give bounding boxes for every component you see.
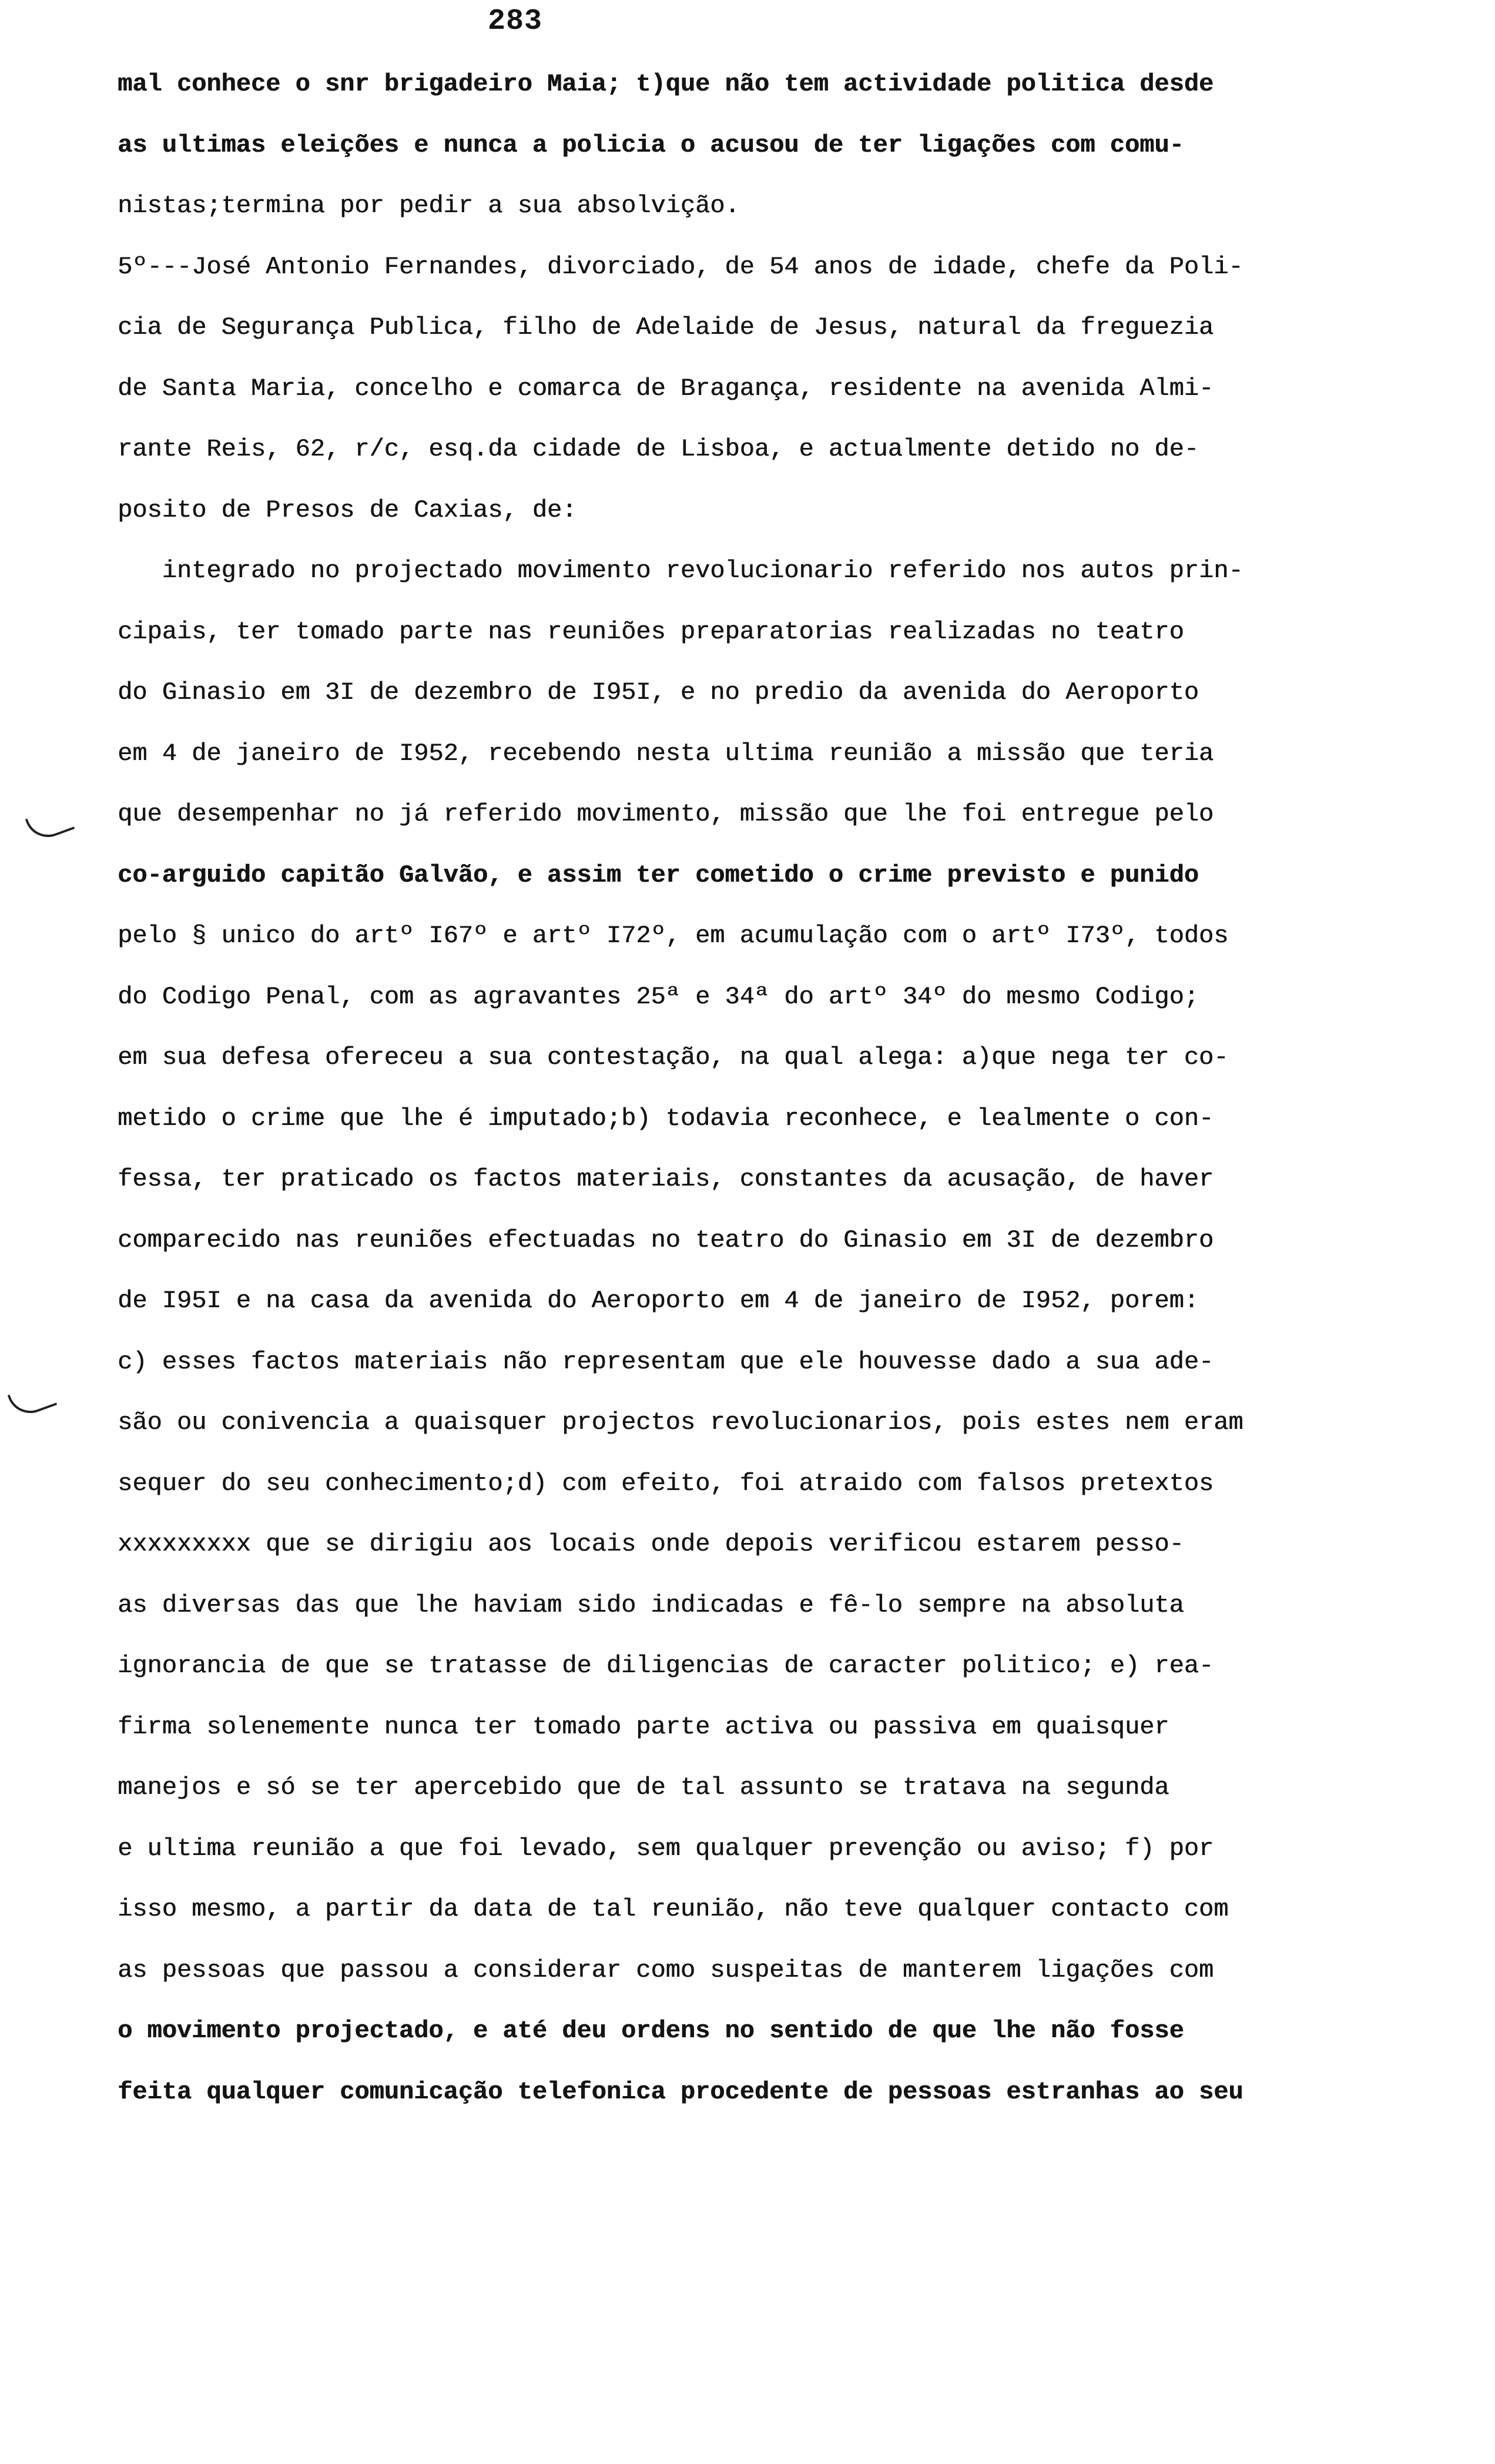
text-line: metido o crime que lhe é imputado;b) todavia reconhece, e lealmente o con- [118, 1104, 1214, 1133]
text-line: do Codigo Penal, com as agravantes 25ª e 34ª do artº 34º do mesmo Codigo; [118, 982, 1199, 1011]
text-line: cipais, ter tomado parte nas reuniões preparatorias realizadas no teatro [118, 617, 1184, 646]
text-line: de Santa Maria, concelho e comarca de Bragança, residente na avenida Almi- [118, 374, 1214, 403]
text-line: manejos e só se ter apercebido que de tal assunto se tratava na segunda [118, 1773, 1169, 1802]
text-line: são ou conivencia a quaisquer projectos revolucionarios, pois estes nem eram [118, 1408, 1243, 1437]
text-line: co-arguido capitão Galvão, e assim ter cometido o crime previsto e punido [118, 861, 1199, 889]
text-line: ignorancia de que se tratasse de diligencias de caracter politico; e) rea- [118, 1652, 1214, 1680]
page-number: 283 [488, 5, 543, 38]
text-line: cia de Segurança Publica, filho de Adelaide de Jesus, natural da freguezia [118, 313, 1214, 342]
text-line: sequer do seu conhecimento;d) com efeito, foi atraido com falsos pretextos [118, 1469, 1214, 1498]
text-line: e ultima reunião a que foi levado, sem qualquer prevenção ou aviso; f) por [118, 1834, 1214, 1863]
text-line: 5º---José Antonio Fernandes, divorciado, de 54 anos de idade, chefe da Poli- [118, 252, 1243, 281]
text-line: fessa, ter praticado os factos materiais, constantes da acusação, de haver [118, 1165, 1214, 1193]
text-line: feita qualquer comunicação telefonica procedente de pessoas estranhas ao seu [118, 2077, 1243, 2106]
text-line: comparecido nas reuniões efectuadas no teatro do Ginasio em 3I de dezembro [118, 1226, 1214, 1254]
text-line: o movimento projectado, e até deu ordens no sentido de que lhe não fosse [118, 2017, 1184, 2045]
text-line: as pessoas que passou a considerar como suspeitas de manterem ligações com [118, 1956, 1214, 1984]
text-line: de I95I e na casa da avenida do Aeroporto em 4 de janeiro de I952, porem: [118, 1287, 1199, 1315]
text-line: rante Reis, 62, r/c, esq.da cidade de Lisboa, e actualmente detido no de- [118, 435, 1199, 463]
text-line: firma solenemente nunca ter tomado parte activa ou passiva em quaisquer [118, 1712, 1169, 1741]
text-line: do Ginasio em 3I de dezembro de I95I, e no predio da avenida do Aeroporto [118, 678, 1199, 707]
text-line: em sua defesa ofereceu a sua contestação, na qual alega: a)que nega ter co- [118, 1043, 1229, 1072]
text-line: nistas;termina por pedir a sua absolvição. [118, 192, 740, 220]
margin-tick-mark [8, 1381, 58, 1420]
text-line: que desempenhar no já referido movimento, missão que lhe foi entregue pelo [118, 800, 1214, 828]
text-line: integrado no projectado movimento revolucionario referido nos autos prin- [118, 557, 1243, 585]
text-line: xxxxxxxxx que se dirigiu aos locais onde depois verificou estarem pesso- [118, 1530, 1184, 1558]
margin-tick-mark [25, 805, 75, 844]
text-line: pelo § unico do artº I67º e artº I72º, em acumulação com o artº I73º, todos [118, 922, 1229, 950]
text-line: mal conhece o snr brigadeiro Maia; t)que não tem actividade politica desde [118, 70, 1214, 98]
text-line: c) esses factos materiais não representam que ele houvesse dado a sua ade- [118, 1347, 1214, 1376]
text-line: posito de Presos de Caxias, de: [118, 496, 577, 524]
text-line: isso mesmo, a partir da data de tal reunião, não teve qualquer contacto com [118, 1895, 1229, 1923]
text-line: as ultimas eleições e nunca a policia o acusou de ter ligações com comu- [118, 130, 1184, 159]
text-line: as diversas das que lhe haviam sido indicadas e fê-lo sempre na absoluta [118, 1591, 1184, 1619]
document-body [118, 54, 1457, 2122]
text-line: em 4 de janeiro de I952, recebendo nesta ultima reunião a missão que teria [118, 739, 1214, 768]
